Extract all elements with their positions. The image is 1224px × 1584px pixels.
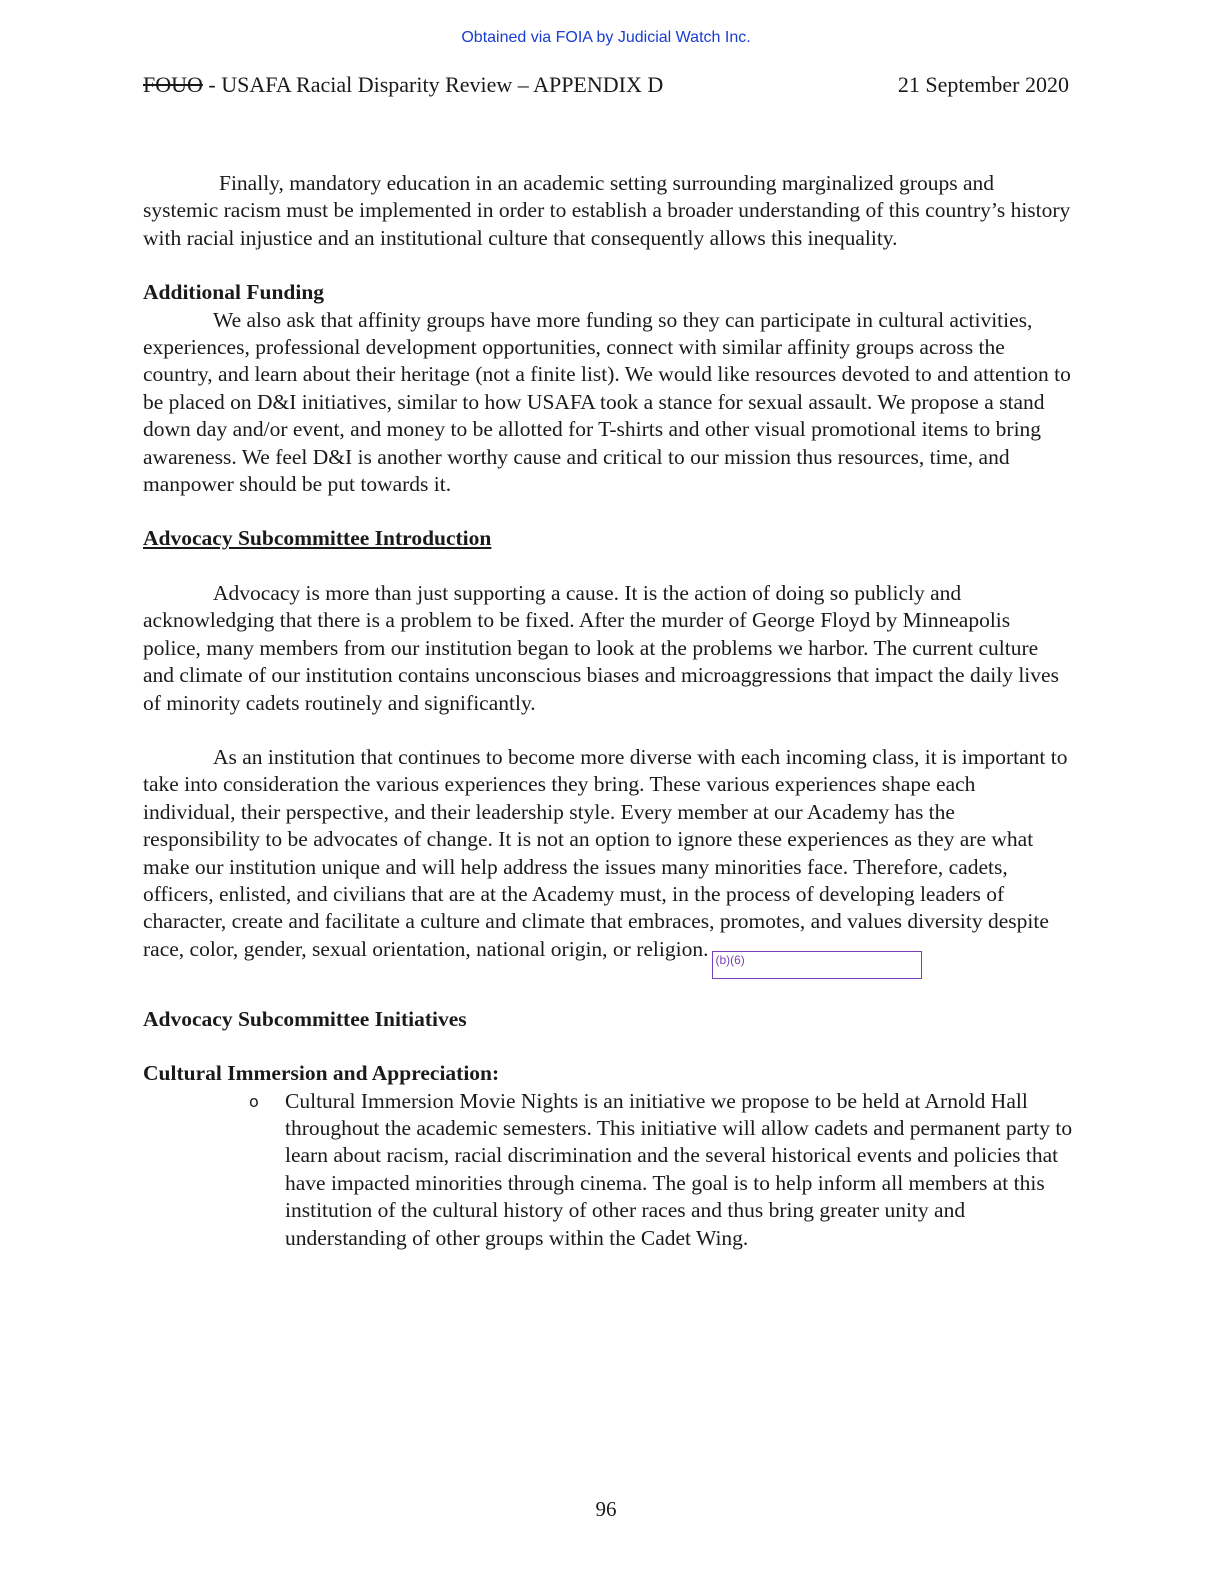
heading-advocacy-introduction: Advocacy Subcommittee Introduction: [143, 526, 492, 551]
paragraph-funding: We also ask that affinity groups have more funding so they can participate in cultural activities, experiences, professional development opportunities, connect with similar affinity groups across the country, and learn about their heritage (not a finite list). We would like resources devoted to and attention to be placed on D&I initiatives, similar to how USAFA took a stance for sexual assault. We propose a stand down day and/or event, and money to be allotted for T-shirts and other visual promotional items to bring awareness. We feel D&I is another worthy cause and critical to our mission thus resources, time, and manpower should be put towards it.: [143, 307, 1071, 497]
redaction-box: (b)(6): [712, 951, 922, 979]
document-body: [143, 170, 1073, 1252]
list-item-text: Cultural Immersion Movie Nights is an initiative we propose to be held at Arnold Hall throughout the academic semesters. This initiative will allow cadets and permanent party to learn about racism, racial discrimination and the several historical events and policies that have impacted minorities through cinema. The goal is to help inform all members at this institution of the cultural history of other races and thus bring greater unity and understanding of other groups within the Cadet Wing.: [285, 1088, 1073, 1250]
heading-additional-funding: Additional Funding: [143, 280, 325, 305]
bullet-circle-icon: o: [249, 1091, 259, 1111]
page-number: 96: [595, 1497, 617, 1521]
heading-cultural-immersion: Cultural Immersion and Appreciation:: [143, 1061, 500, 1086]
paragraph-advocacy-1: Advocacy is more than just supporting a cause. It is the action of doing so publicly and acknowledging that there is a problem to be fixed. After the murder of George Floyd by Minneapolis police, many members from our institution began to look at the problems we harbor. The current culture and climate of our institution contains unconscious biases and microaggressions that impact the daily lives of minority cadets routinely and significantly.: [143, 580, 1059, 715]
header-marking-struck: FOUO: [143, 72, 203, 97]
paragraph-finally: Finally, mandatory education in an academic setting surrounding marginalized groups and systemic racism must be implemented in order to establish a broader understanding of this country’s history with racial injustice and an institutional culture that consequently allows this inequality.: [143, 171, 1071, 250]
header-title-line: [143, 72, 663, 98]
initiatives-list: [143, 1088, 1073, 1252]
heading-advocacy-initiatives: Advocacy Subcommittee Initiatives: [143, 1006, 467, 1031]
foia-stamp: Obtained via FOIA by Judicial Watch Inc.: [461, 29, 751, 46]
header-title: - USAFA Racial Disparity Review – APPENDIX D: [202, 72, 664, 97]
header-date: 21 September 2020: [897, 72, 1069, 97]
paragraph-advocacy-2-text: As an institution that continues to become more diverse with each incoming class, it is important to take into consideration the various experiences they bring. These various experiences shape each individual, their perspective, and their leadership style. Every member at our Academy has the responsibility to be advocates of change. It is not an option to ignore these experiences as they are what make our institution unique and will help address the issues many minorities face. Therefore, cadets, officers, enlisted, and civilians that are at the Academy must, in the process of developing leaders of character, create and facilitate a culture and climate that embraces, promotes, and values diversity despite race, color, gender, sexual orientation, national origin, or religion.: [143, 744, 1068, 961]
list-item: [143, 1088, 1073, 1252]
paragraph-advocacy-2: [143, 744, 1073, 979]
